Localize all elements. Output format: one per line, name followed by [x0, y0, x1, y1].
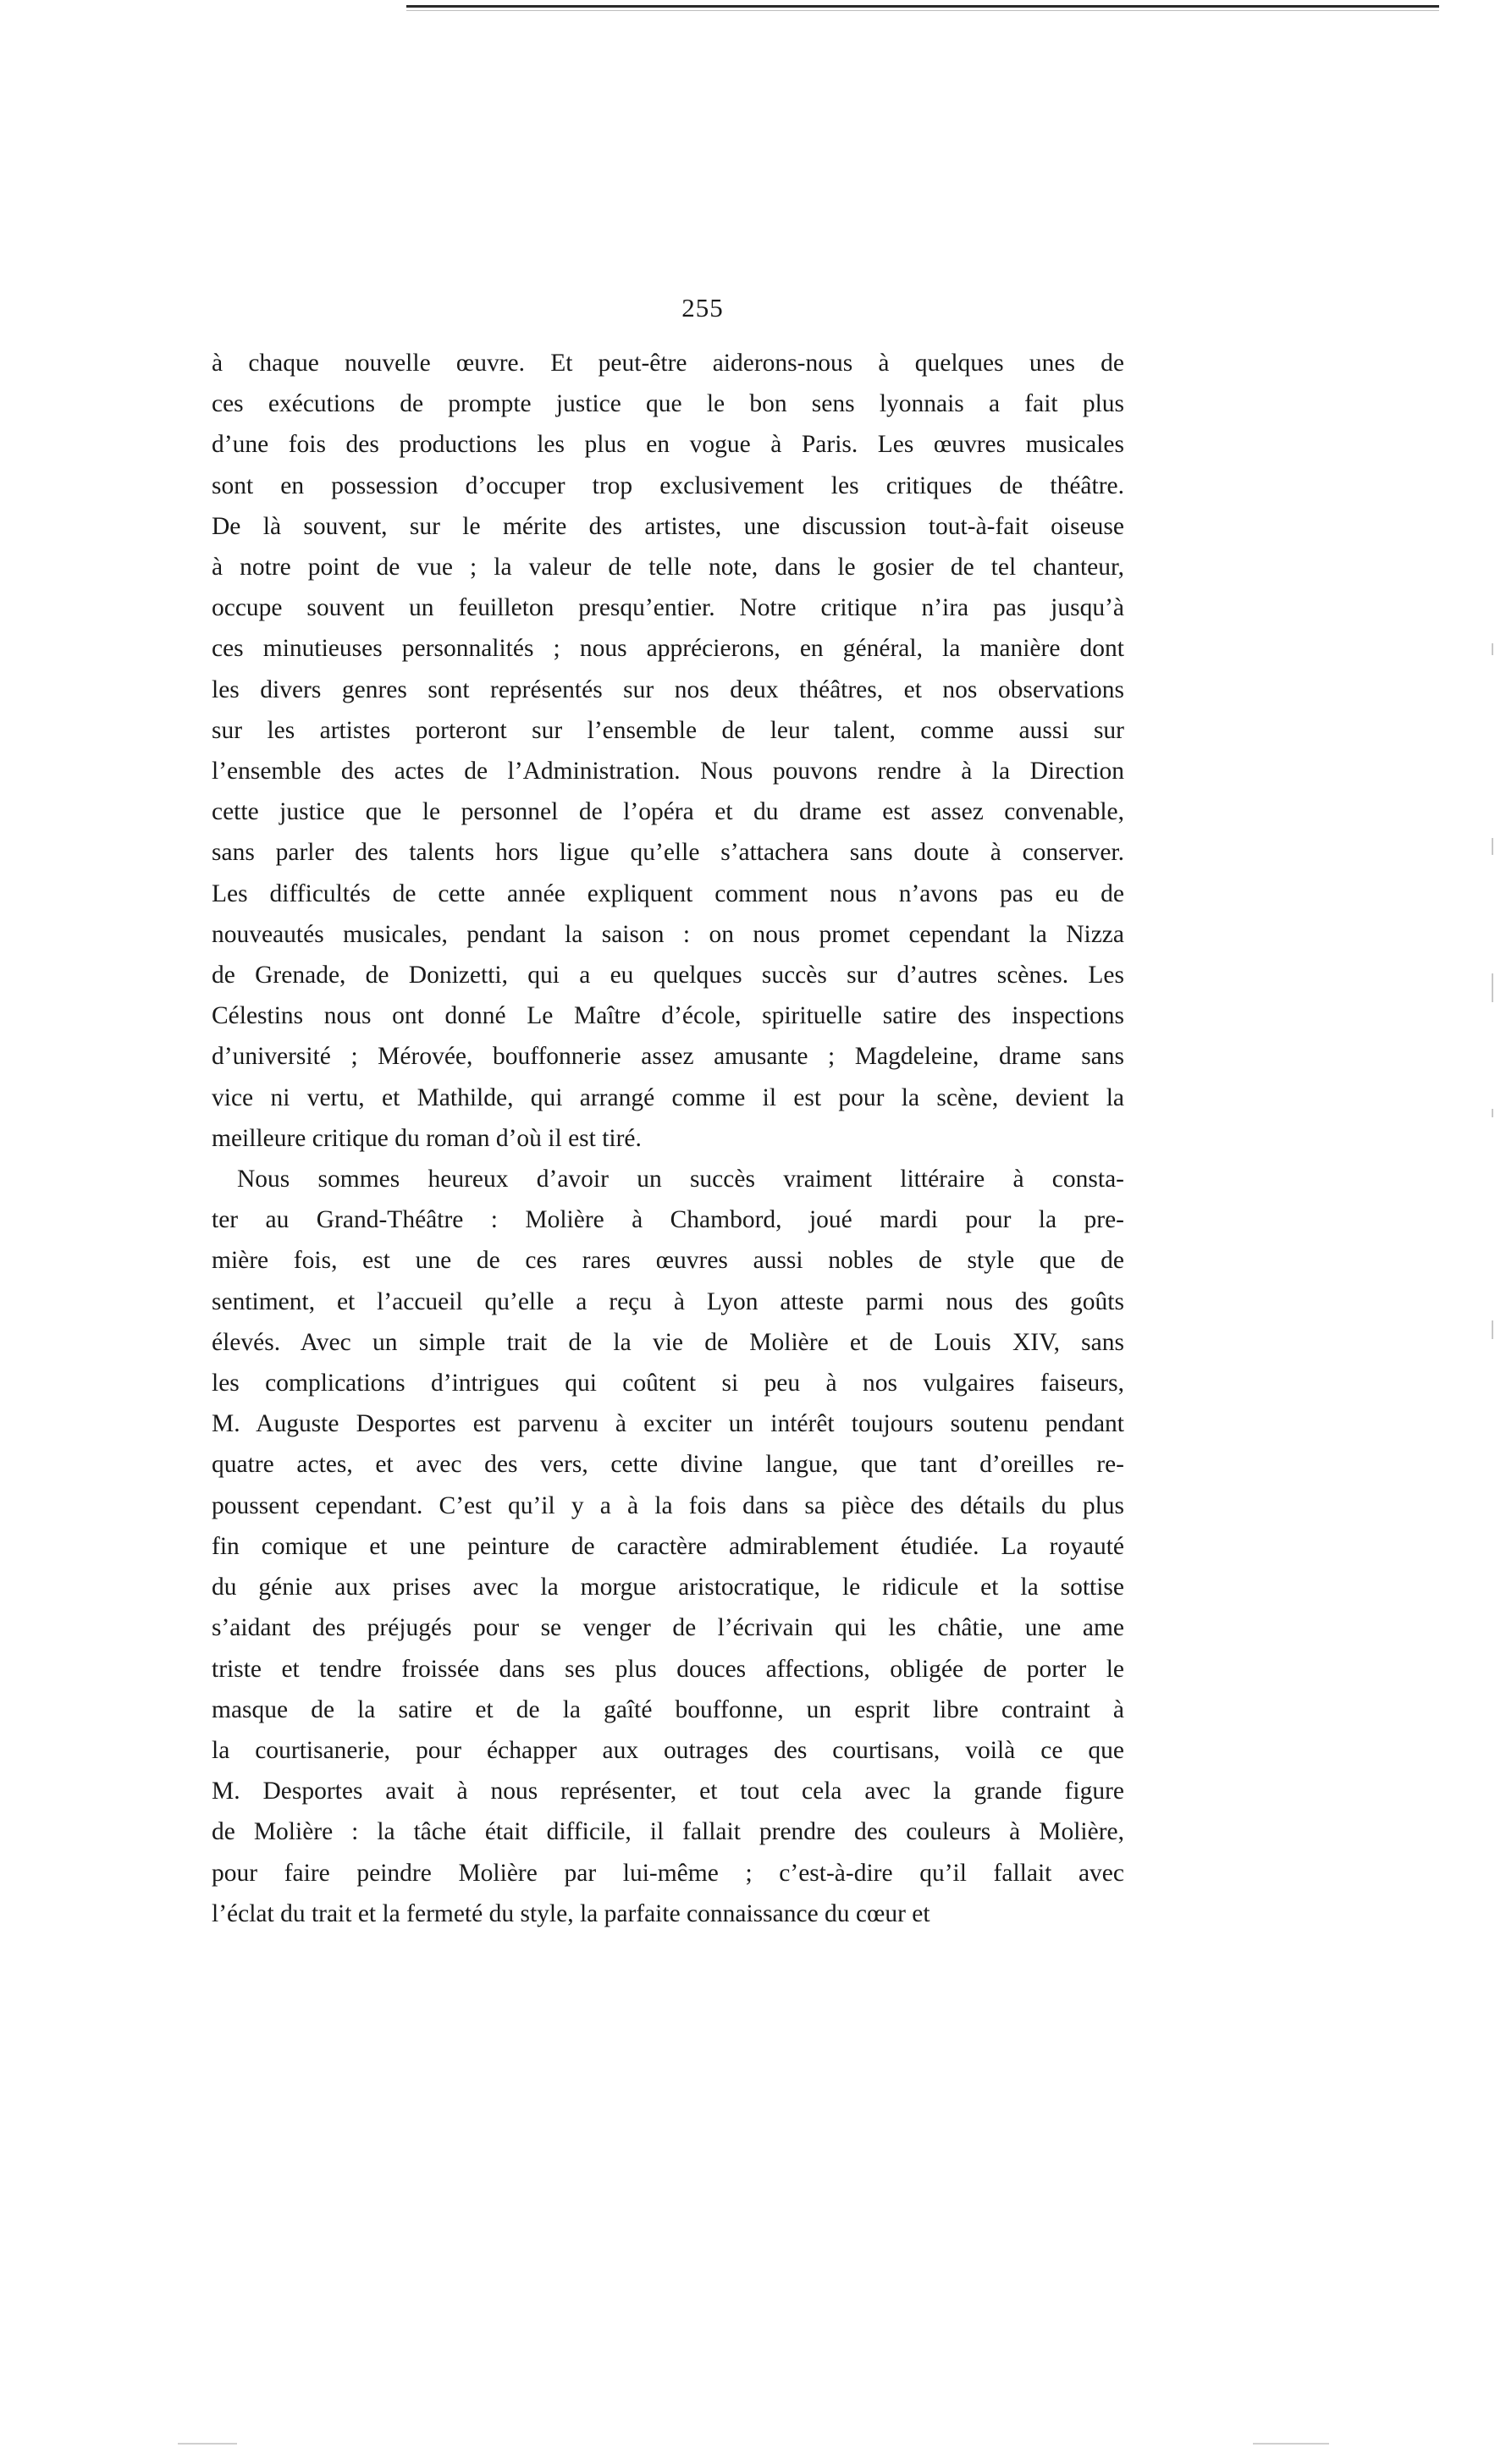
- text-line: Nous sommes heureux d’avoir un succès vraiment littéraire à consta-: [237, 1166, 1124, 1193]
- text-line: De là souvent, sur le mérite des artistes, une discussion tout-à-fait oiseuse: [212, 512, 1124, 540]
- text-line: Célestins nous ont donné Le Maître d’école, spirituelle satire des inspections: [212, 1002, 1124, 1030]
- bottom-smudge: [178, 2443, 237, 2445]
- text-line: sans parler des talents hors ligue qu’elle s’attachera sans doute à conserver.: [212, 839, 1124, 867]
- text-line: élevés. Avec un simple trait de la vie de Molière et de Louis XIV, sans: [212, 1328, 1124, 1356]
- text-line: d’une fois des productions les plus en vogue à Paris. Les œuvres musicales: [212, 431, 1124, 459]
- text-line: meilleure critique du roman d’où il est tiré.: [212, 1124, 642, 1152]
- text-line: s’aidant des préjugés pour se venger de l’écrivain qui les châtie, une ame: [212, 1614, 1124, 1642]
- text-line: la courtisanerie, pour échapper aux outrages des courtisans, voilà ce que: [212, 1736, 1124, 1764]
- text-line: fin comique et une peinture de caractère admirablement étudiée. La royauté: [212, 1532, 1124, 1560]
- paragraph-1: [212, 343, 1124, 1159]
- paragraph-2: [212, 1159, 1124, 1934]
- text-line: sur les artistes porteront sur l’ensemble de leur talent, comme aussi sur: [212, 716, 1124, 744]
- text-line: d’université ; Mérovée, bouffonnerie assez amusante ; Magdeleine, drame sans: [212, 1043, 1124, 1071]
- text-line: ces exécutions de prompte justice que le bon sens lyonnais a fait plus: [212, 390, 1124, 418]
- text-line: pour faire peindre Molière par lui-même ; c’est-à-dire qu’il fallait avec: [212, 1859, 1124, 1887]
- margin-mark: [1492, 838, 1493, 855]
- text-line: M. Desportes avait à nous représenter, et tout cela avec la grande figure: [212, 1778, 1124, 1805]
- text-line: du génie aux prises avec la morgue aristocratique, le ridicule et la sottise: [212, 1574, 1124, 1601]
- text-line: ter au Grand-Théâtre : Molière à Chambord, joué mardi pour la pre-: [212, 1206, 1124, 1234]
- text-line: nouveautés musicales, pendant la saison : on nous promet cependant la Nizza: [212, 920, 1124, 948]
- text-line: l’éclat du trait et la fermeté du style, la parfaite connaissance du cœur et: [212, 1899, 930, 1927]
- page-number: 255: [681, 293, 724, 322]
- top-rule-faint: [406, 10, 1439, 11]
- bottom-smudge: [1253, 2443, 1329, 2445]
- top-rule: [406, 5, 1439, 8]
- text-line: triste et tendre froissée dans ses plus douces affections, obligée de porter le: [212, 1655, 1124, 1683]
- text-line: à chaque nouvelle œuvre. Et peut-être aiderons-nous à quelques unes de: [212, 350, 1124, 377]
- text-line: de Grenade, de Donizetti, qui a eu quelques succès sur d’autres scènes. Les: [212, 962, 1124, 989]
- text-line: ces minutieuses personnalités ; nous apprécierons, en général, la manière dont: [212, 635, 1124, 663]
- text-line: mière fois, est une de ces rares œuvres aussi nobles de style que de: [212, 1247, 1124, 1275]
- margin-mark: [1492, 1320, 1493, 1339]
- text-line: masque de la satire et de la gaîté bouffonne, un esprit libre contraint à: [212, 1695, 1124, 1723]
- text-line: sont en possession d’occuper trop exclusivement les critiques de théâtre.: [212, 471, 1124, 499]
- text-line: l’ensemble des actes de l’Administration. Nous pouvons rendre à la Direction: [212, 758, 1124, 786]
- text-line: cette justice que le personnel de l’opéra et du drame est assez convenable,: [212, 798, 1124, 826]
- text-line: vice ni vertu, et Mathilde, qui arrangé comme il est pour la scène, devient la: [212, 1083, 1124, 1111]
- margin-mark: [1492, 1109, 1493, 1117]
- text-line: quatre actes, et avec des vers, cette divine langue, que tant d’oreilles re-: [212, 1451, 1124, 1479]
- text-line: les complications d’intrigues qui coûtent si peu à nos vulgaires faiseurs,: [212, 1370, 1124, 1397]
- text-line: Les difficultés de cette année expliquent comment nous n’avons pas eu de: [212, 879, 1124, 907]
- text-line: sentiment, et l’accueil qu’elle a reçu à Lyon atteste parmi nous des goûts: [212, 1287, 1124, 1315]
- text-line: M. Auguste Desportes est parvenu à exciter un intérêt toujours soutenu pendant: [212, 1410, 1124, 1438]
- margin-mark: [1492, 973, 1493, 1002]
- text-line: à notre point de vue ; la valeur de telle note, dans le gosier de tel chanteur,: [212, 554, 1124, 582]
- text-line: de Molière : la tâche était difficile, il fallait prendre des couleurs à Molière,: [212, 1818, 1124, 1846]
- text-line: occupe souvent un feuilleton presqu’entier. Notre critique n’ira pas jusqu’à: [212, 594, 1124, 622]
- body-text: [212, 343, 1124, 1934]
- text-line: poussent cependant. C’est qu’il y a à la fois dans sa pièce des détails du plus: [212, 1491, 1124, 1519]
- margin-mark: [1492, 643, 1493, 655]
- text-line: les divers genres sont représentés sur nos deux théâtres, et nos observations: [212, 675, 1124, 703]
